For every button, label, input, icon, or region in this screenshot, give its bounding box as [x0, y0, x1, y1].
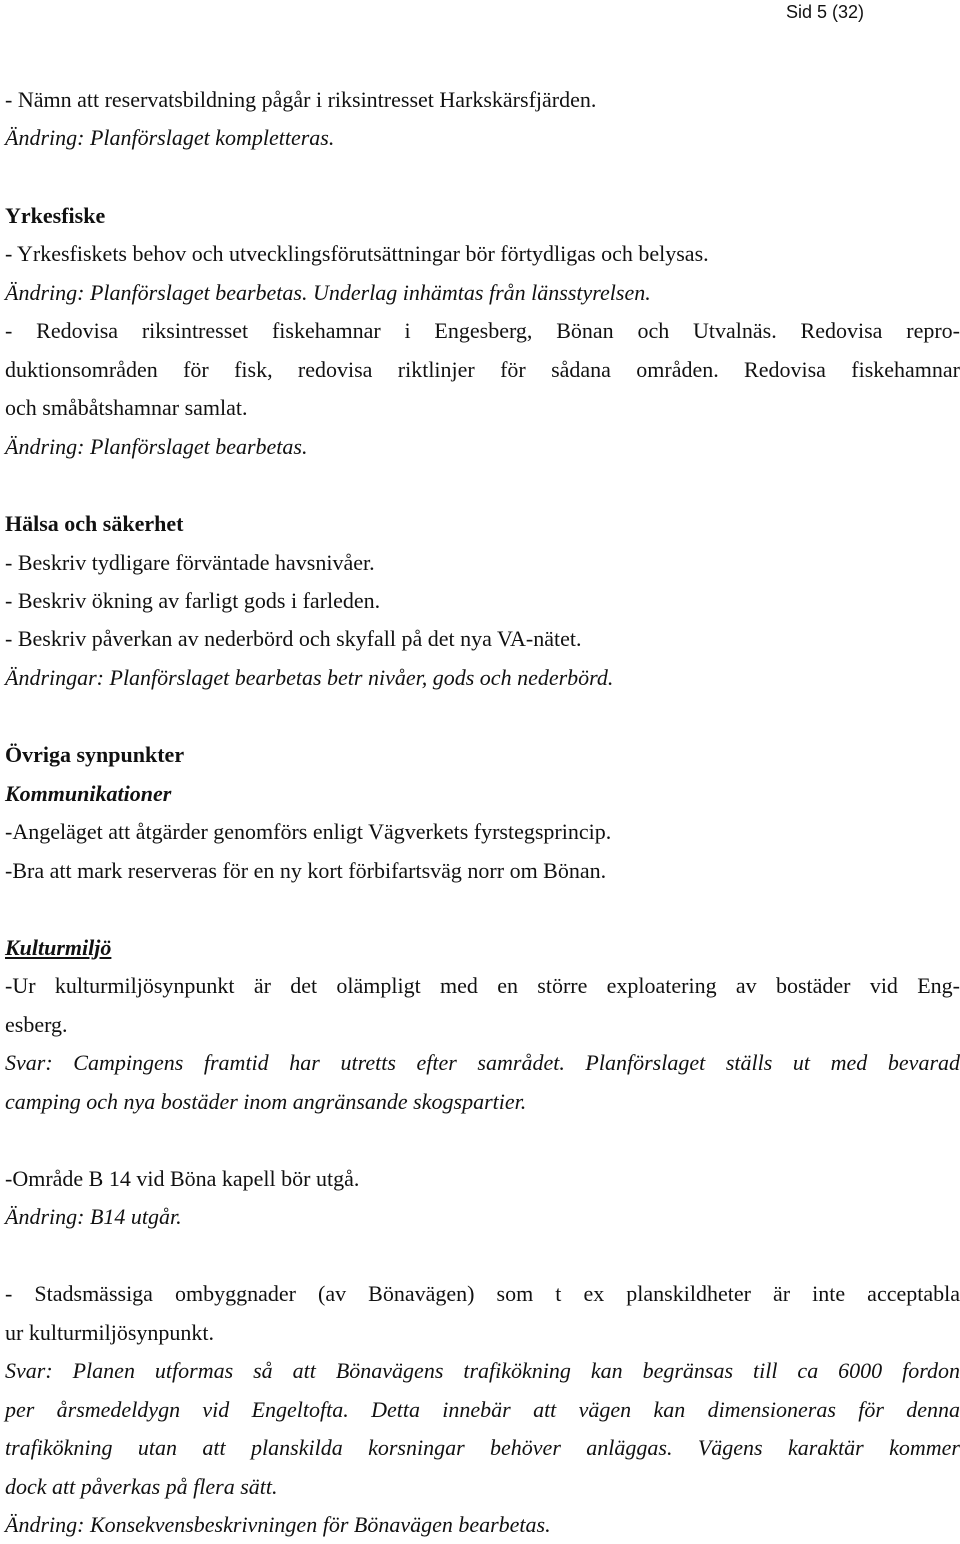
- text-line: och småbåtshamnar samlat.: [5, 395, 248, 420]
- answer-note: camping och nya bostäder inom angränsande skogspartier.: [5, 1089, 527, 1114]
- section-heading-ovriga: Övriga synpunkter: [5, 742, 185, 767]
- text-line: -Område B 14 vid Böna kapell bör utgå.: [5, 1166, 360, 1191]
- text-line: esberg.: [5, 1012, 68, 1037]
- text-line: - Beskriv påverkan av nederbörd och skyfall på det nya VA-nätet.: [5, 626, 582, 651]
- answer-note: dock att påverkas på flera sätt.: [5, 1474, 278, 1499]
- answer-note: Svar: Campingens framtid har utretts efter samrådet. Planförslaget ställs ut med bevarad: [5, 1050, 960, 1075]
- change-note: Ändring: B14 utgår.: [5, 1204, 182, 1229]
- text-line: - Beskriv tydligare förväntade havsnivåer.: [5, 550, 375, 575]
- section-heading-yrkesfiske: Yrkesfiske: [5, 203, 106, 228]
- subheading-kulturmiljo: Kulturmiljö: [5, 935, 112, 960]
- answer-note: per årsmedeldygn vid Engeltofta. Detta innebär att vägen kan dimensioneras för denna: [5, 1397, 960, 1422]
- text-line: - Stadsmässiga ombyggnader (av Bönavägen) som t ex planskildheter är inte acceptabla: [5, 1281, 960, 1306]
- change-note: Ändring: Planförslaget bearbetas. Underlag inhämtas från länsstyrelsen.: [5, 280, 651, 305]
- text-line: -Bra att mark reserveras för en ny kort förbifartsväg norr om Bönan.: [5, 858, 607, 883]
- section-heading-halsa: Hälsa och säkerhet: [5, 511, 184, 536]
- page-number: Sid 5 (32): [785, 2, 864, 22]
- text-line: duktionsområden för fisk, redovisa riktlinjer för sådana områden. Redovisa fiskehamnar: [5, 357, 960, 382]
- text-line: ur kulturmiljösynpunkt.: [5, 1320, 214, 1345]
- subheading-kommunikationer: Kommunikationer: [5, 781, 172, 806]
- change-note: Ändringar: Planförslaget bearbetas betr nivåer, gods och nederbörd.: [5, 665, 614, 690]
- change-note: Ändring: Planförslaget kompletteras.: [5, 125, 335, 150]
- text-line: - Nämn att reservatsbildning pågår i riksintresset Harkskärsfjärden.: [5, 87, 597, 112]
- text-line: - Beskriv ökning av farligt gods i farleden.: [5, 588, 381, 613]
- text-line: - Redovisa riksintresset fiskehamnar i Engesberg, Bönan och Utvalnäs. Redovisa repro-: [5, 318, 960, 343]
- text-line: -Angeläget att åtgärder genomförs enligt Vägverkets fyrstegsprincip.: [5, 819, 612, 844]
- change-note: Ändring: Planförslaget bearbetas.: [5, 434, 308, 459]
- answer-note: trafikökning utan att planskilda korsningar behöver anläggas. Vägens karaktär kommer: [5, 1435, 960, 1460]
- change-note: Ändring: Konsekvensbeskrivningen för Bönavägen bearbetas.: [5, 1512, 551, 1537]
- text-line: -Ur kulturmiljösynpunkt är det olämpligt med en större exploatering av bostäder vid Eng-: [5, 973, 960, 998]
- answer-note: Svar: Planen utformas så att Bönavägens trafikökning kan begränsas till ca 6000 fordon: [5, 1358, 960, 1383]
- text-line: - Yrkesfiskets behov och utvecklingsförutsättningar bör förtydligas och belysas.: [5, 241, 709, 266]
